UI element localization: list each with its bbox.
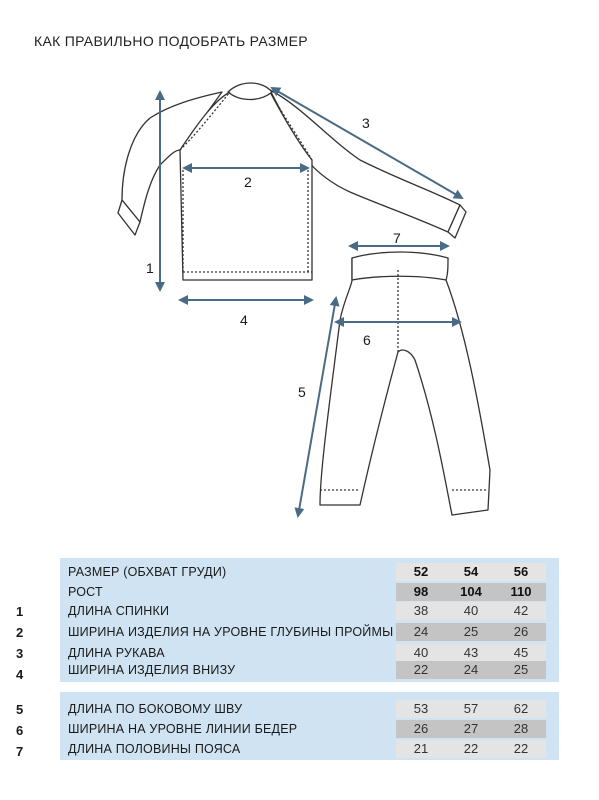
height-label: РОСТ <box>68 585 103 599</box>
row-value: 45 <box>496 644 546 662</box>
row-value: 24 <box>446 661 496 679</box>
height-110: 110 <box>496 583 546 601</box>
row-value: 38 <box>396 602 446 620</box>
row-number: 5 <box>16 702 24 717</box>
label-6: 6 <box>363 332 371 348</box>
garment-diagram <box>0 60 599 540</box>
row-label: ШИРИНА НА УРОВНЕ ЛИНИИ БЕДЕР <box>68 722 298 736</box>
row-value: 25 <box>446 623 496 641</box>
height-98: 98 <box>396 583 446 601</box>
row-value: 24 <box>396 623 446 641</box>
row-value: 22 <box>496 740 546 758</box>
row-value: 25 <box>496 661 546 679</box>
label-1: 1 <box>146 260 154 276</box>
row-label: ШИРИНА ИЗДЕЛИЯ ВНИЗУ <box>68 663 236 677</box>
size-52: 52 <box>396 563 446 581</box>
page-title: КАК ПРАВИЛЬНО ПОДОБРАТЬ РАЗМЕР <box>34 33 308 49</box>
row-label: ШИРИНА ИЗДЕЛИЯ НА УРОВНЕ ГЛУБИНЫ ПРОЙМЫ <box>68 625 394 639</box>
label-5: 5 <box>298 384 306 400</box>
label-7: 7 <box>393 230 401 246</box>
row-value: 40 <box>396 644 446 662</box>
table-row <box>60 699 559 719</box>
row-number: 3 <box>16 646 24 661</box>
label-2: 2 <box>244 174 252 190</box>
label-4: 4 <box>240 312 248 328</box>
row-value: 62 <box>496 700 546 718</box>
row-number: 4 <box>16 667 24 682</box>
row-label: ДЛИНА СПИНКИ <box>68 604 170 618</box>
row-label: ДЛИНА РУКАВА <box>68 646 165 660</box>
row-number: 1 <box>16 604 24 619</box>
row-value: 42 <box>496 602 546 620</box>
row-label: ДЛИНА ПО БОКОВОМУ ШВУ <box>68 702 243 716</box>
shirt-sketch <box>118 83 466 280</box>
size-header-row <box>60 562 559 582</box>
height-104: 104 <box>446 583 496 601</box>
row-value: 26 <box>496 623 546 641</box>
row-number: 7 <box>16 744 24 759</box>
row-value: 26 <box>396 720 446 738</box>
label-3: 3 <box>362 115 370 131</box>
table-row <box>60 739 559 759</box>
size-56: 56 <box>496 563 546 581</box>
table-row <box>60 719 559 739</box>
size-header-label: РАЗМЕР (ОБХВАТ ГРУДИ) <box>68 565 227 579</box>
row-value: 57 <box>446 700 496 718</box>
height-row <box>60 582 559 602</box>
pants-sketch <box>320 252 490 515</box>
size-54: 54 <box>446 563 496 581</box>
row-value: 22 <box>396 661 446 679</box>
table-row <box>60 601 559 621</box>
row-label: ДЛИНА ПОЛОВИНЫ ПОЯСА <box>68 742 241 756</box>
row-value: 28 <box>496 720 546 738</box>
row-value: 22 <box>446 740 496 758</box>
row-value: 27 <box>446 720 496 738</box>
row-number: 6 <box>16 723 24 738</box>
row-value: 53 <box>396 700 446 718</box>
row-number: 2 <box>16 625 24 640</box>
table-row <box>60 660 559 680</box>
row-value: 43 <box>446 644 496 662</box>
table-row <box>60 622 559 642</box>
row-value: 21 <box>396 740 446 758</box>
row-value: 40 <box>446 602 496 620</box>
